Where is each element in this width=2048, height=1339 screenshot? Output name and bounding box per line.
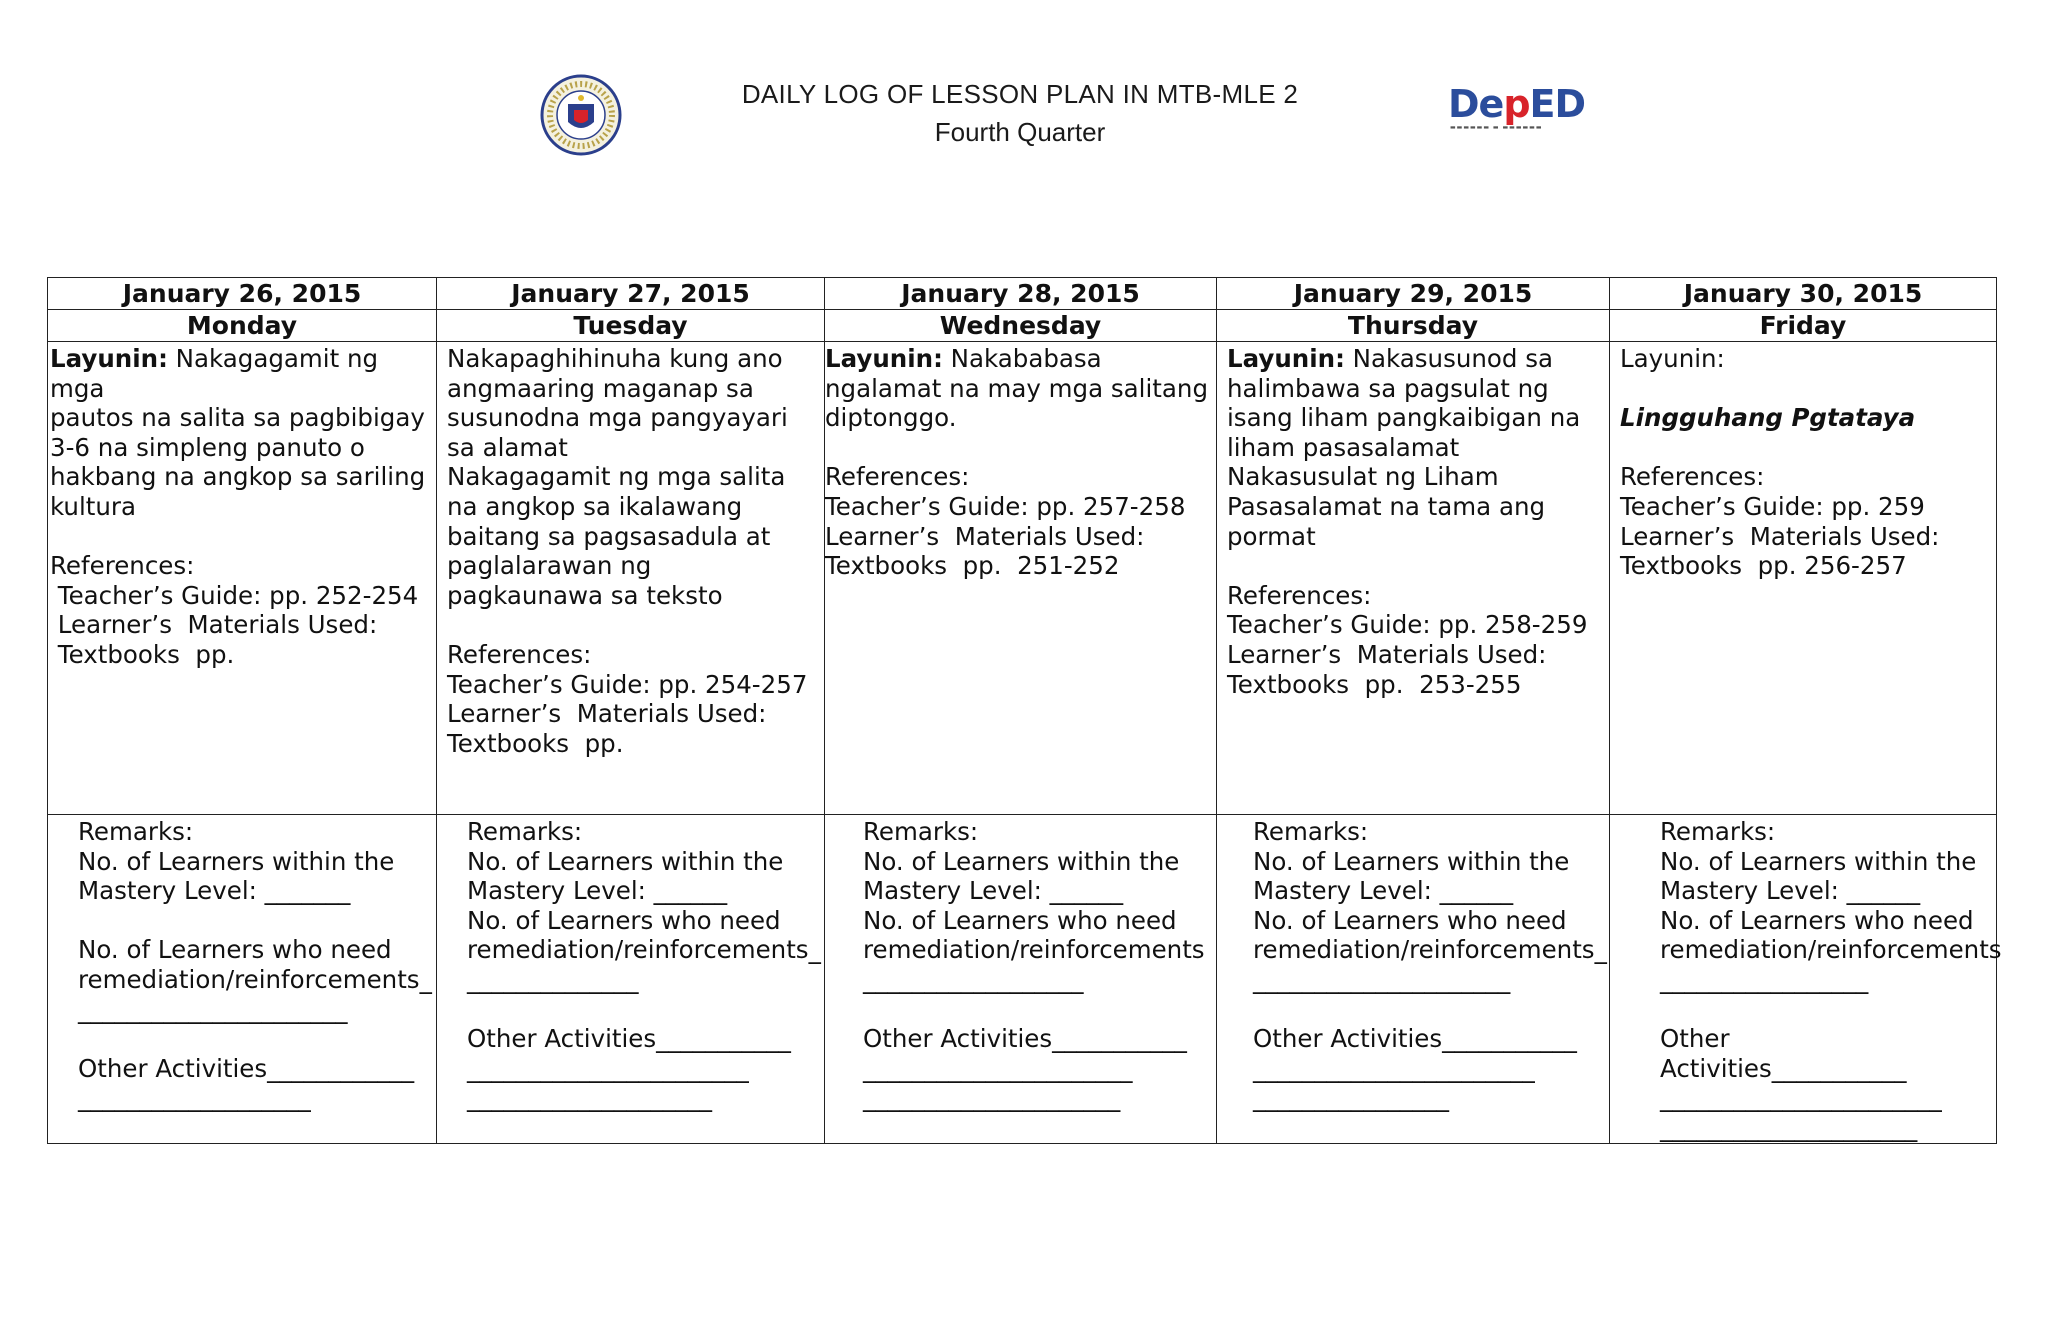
page-subtitle: Fourth Quarter (934, 117, 1106, 147)
objective-text (1610, 342, 1996, 581)
weekday-cell: Wednesday (825, 310, 1217, 342)
objective-cell-friday (1610, 342, 1997, 815)
objective-body: Nakababasa ngalamat na may mga salitang diptonggo. (825, 344, 1208, 433)
remarks-cell-wednesday (825, 815, 1217, 1144)
document-header (0, 0, 2048, 200)
objective-cell-thursday (1217, 342, 1610, 815)
objective-body: Nakasusunod sa halimbawa sa pagsulat ng isang liham pangkaibigan na liham pasasalamat Nakasusulat ng Liham Pasasalamat na tama ang pormat (1227, 344, 1581, 551)
weekday-cell: Friday (1610, 310, 1997, 342)
references-block: References: Teacher’s Guide: pp. 252-254 Learner’s Materials Used: Textbooks pp. (50, 551, 419, 669)
objective-cell-monday (48, 342, 437, 815)
deped-seal-icon (540, 74, 622, 156)
remarks-text: Remarks: No. of Learners within the Mastery Level: ______ No. of Learners who need remediation/reinforcements_ ______________ Other Activities___________ _______________________ ____________________ (467, 817, 821, 1113)
objective-text (825, 342, 1216, 581)
deped-logo-tagline: ▬▬▬▬▬▬ ▬ ▬▬▬▬▬▬ (1450, 124, 1543, 131)
remarks-cell-thursday (1217, 815, 1610, 1144)
objective-body: Nakagagamit ng mga pautos na salita sa pagbibigay 3-6 na simpleng panuto o hakbang na angkop sa sariling kultura (50, 344, 426, 521)
remarks-text: Remarks: No. of Learners within the Mastery Level: _______ No. of Learners who need remediation/reinforcements_ ______________________ Other Activities____________ ___________________ (78, 817, 432, 1113)
objective-label: Layunin: (1227, 344, 1345, 373)
date-cell: January 29, 2015 (1217, 278, 1610, 310)
objective-cell-wednesday (825, 342, 1217, 815)
remarks-text: Remarks: No. of Learners within the Mastery Level: ______ No. of Learners who need remediation/reinforcements_ _____________________ Other Activities___________ _______________________ ________________ (1253, 817, 1607, 1113)
objective-label: Layunin: (825, 344, 943, 373)
date-cell: January 28, 2015 (825, 278, 1217, 310)
objective-label: Layunin: (50, 344, 168, 373)
weekday-cell: Tuesday (437, 310, 825, 342)
page-title: DAILY LOG OF LESSON PLAN IN MTB-MLE 2 (741, 79, 1299, 109)
objective-cell-tuesday (437, 342, 825, 815)
references-block: References: Teacher’s Guide: pp. 257-258 Learner’s Materials Used: Textbooks pp. 251-252 (825, 462, 1186, 581)
remarks-text: Remarks: No. of Learners within the Mastery Level: ______ No. of Learners who need remediation/reinforcements __________________ Other Activities___________ ______________________ _____________________ (863, 817, 1205, 1113)
date-cell: January 30, 2015 (1610, 278, 1997, 310)
objective-body: Layunin: (1620, 344, 1725, 373)
references-block: References: Teacher’s Guide: pp. 258-259 Learner’s Materials Used: Textbooks pp. 253-255 (1227, 580, 1588, 699)
lesson-plan-table (47, 277, 2002, 1144)
date-cell: January 26, 2015 (48, 278, 437, 310)
weekday-row (48, 310, 1997, 342)
date-cell: January 27, 2015 (437, 278, 825, 310)
objective-body: Nakapaghihinuha kung ano angmaaring maganap sa susunodna mga pangyayari sa alamat Nakagagamit ng mga salita na angkop sa ikalawang baitang sa pagsasadula at paglalarawan ng pagkaunawa sa teksto (447, 344, 788, 610)
remarks-cell-monday (48, 815, 437, 1144)
weekday-cell: Monday (48, 310, 437, 342)
references-block: References: Teacher’s Guide: pp. 259 Learner’s Materials Used: Textbooks pp. 256-257 (1620, 462, 1940, 581)
weekly-assessment-label: Lingguhang Pgtataya (1620, 403, 1916, 433)
remarks-text: Remarks: No. of Learners within the Mastery Level: ______ No. of Learners who need remediation/reinforcements _________________ Other Activities___________ _______________________ _____________________ (1660, 817, 2002, 1142)
title-block (660, 74, 1380, 150)
objective-text (48, 342, 436, 670)
deped-logo (1448, 82, 1586, 140)
objective-text (437, 342, 824, 758)
objectives-row (48, 342, 1997, 815)
remarks-cell-friday (1610, 815, 2002, 1144)
date-row (48, 278, 1997, 310)
objective-text (1217, 342, 1609, 699)
remarks-row (48, 815, 1997, 1144)
remarks-cell-tuesday (437, 815, 825, 1144)
deped-logo-text: DepED (1448, 82, 1586, 126)
references-block: References: Teacher’s Guide: pp. 254-257 Learner’s Materials Used: Textbooks pp. (447, 639, 808, 758)
weekday-cell: Thursday (1217, 310, 1610, 342)
